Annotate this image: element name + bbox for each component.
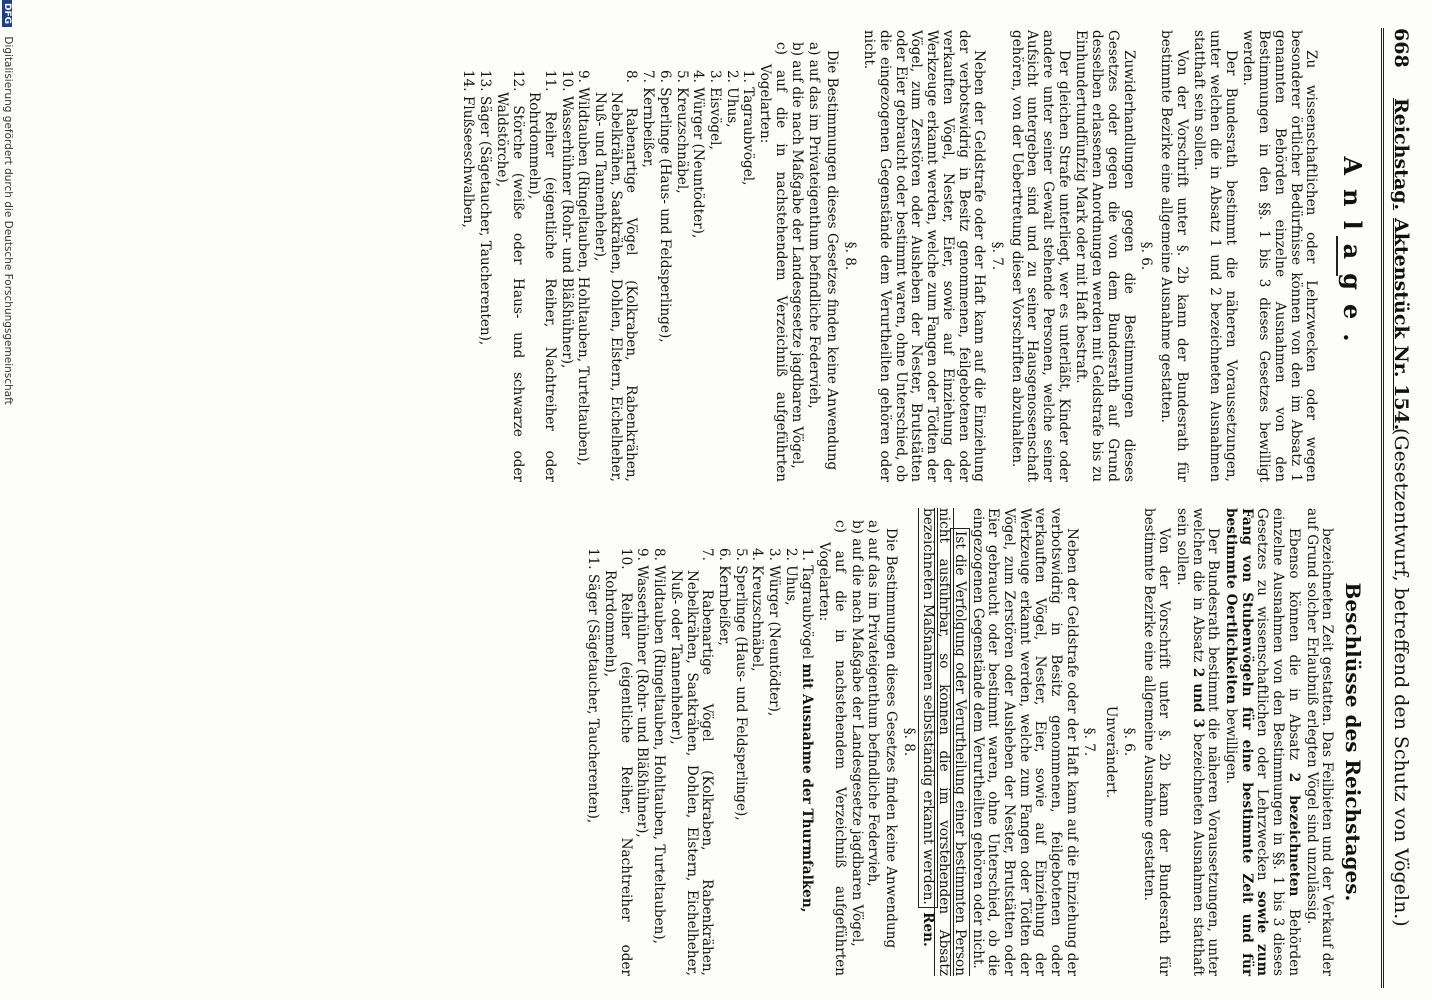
paragraph: Von der Vorschrift unter §. 2b kann der Bundesrath für bestimmte Bezirke eine allgemeine Ausnahme gestatten.	[1157, 30, 1190, 482]
list-item	[799, 536, 815, 976]
dfg-logo: DFG	[2, 0, 12, 27]
list-item: c) auf die in nachstehendem Verzeichniß aufgeführten Vogelarten:	[757, 42, 789, 482]
list-item: 1. Tagraubvögel,	[740, 70, 757, 186]
text-run: Der Bundesrath bestimmt die näheren Voraussetzungen, unter welchen die in Absatz	[1189, 508, 1222, 976]
section-number: §. 7.	[1081, 727, 1098, 757]
paragraph: Von der Vorschrift unter §. 2b kann der Bundesrath für bestimmte Bezirke eine allgemeine Ausnahme gestatten.	[1140, 508, 1173, 976]
list-item: 3. Eisvögel,	[706, 70, 723, 150]
list-item: 6. Kernbeißer,	[715, 548, 732, 646]
list-item: 13. Säger (Sägetaucher, Taucherenten),	[477, 70, 494, 346]
text-run: Ebenso können die in Absatz	[1285, 528, 1302, 761]
paragraph	[1222, 508, 1301, 976]
unchanged-note: Unverändert.	[1103, 705, 1120, 799]
paragraph: Zu wissenschaftlichen oder Lehrzwecken oder wegen besonderer örtlicher Bedürfnisse können von den im Absatz 1 genannten Behörden einzelne Ausnahmen von den Bestimmungen in den §§. 1 bis 3 dieses Gesetzes bewilligt werden.	[1240, 30, 1320, 482]
paragraph: Neben der Geldstrafe oder der Haft kann auf die Einziehung der verbotswidrig in Besitz genommenen, feilgebotenen oder verkauften Vögel, Nester, Eier, sowie auf Einziehung der Werkzeuge erkannt werden, welche zum Fangen oder Tödten der Vögel, zum Zerstören oder Ausheben der Nester, Brutstätten oder Eier gebraucht oder bestimmt waren, ohne Unterschied, ob die eingezogenen Gegenstände dem Verurtheilten gehören oder nicht.	[861, 30, 988, 482]
list-item: 5. Sperlinge (Haus- und Feldsperlinge),	[732, 548, 749, 821]
section-number: §. 7.	[988, 241, 1005, 271]
header-aktenstueck: Aktenstück Nr. 154.	[1390, 218, 1412, 431]
list-item: b) auf die nach Maßgabe der Landesgesetze jagdbaren Vögel,	[848, 520, 865, 947]
paragraph: Der Bundesrath bestimmt die näheren Voraussetzungen, unter welchen die in Absatz 1 und 2 bezeichneten Ausnahmen statthaft sein sollen.	[1191, 30, 1239, 482]
list-item: 10. Reiher (eigentliche Reiher, Nachtreiher oder Rohrdommeln),	[602, 548, 634, 976]
paragraph: Die Bestimmungen dieses Gesetzes finden keine Anwendung	[883, 528, 900, 949]
list-item: 5. Kreuzschnäbel,	[673, 70, 690, 194]
list-item: c) auf die in nachstehendem Verzeichniß aufgeführten Vogelarten:	[816, 520, 848, 976]
section-number: §. 6.	[1138, 241, 1155, 271]
amended-text: 2 bezeichneten	[1285, 772, 1302, 897]
paragraph: Zuwiderhandlungen gegen die Bestimmungen dieses Gesetzes oder gegen die von dem Bundesrath auf Grund desselben erlassenen Anordnungen werden mit Geldstrafe bis zu Einhundertundfünfzig Mark oder mit Haft bestraft.	[1073, 30, 1137, 482]
paragraph	[1173, 508, 1220, 976]
exemption-list	[816, 508, 881, 976]
list-item: 12. Störche (weiße oder Haus- und schwarze oder Waldstörche),	[493, 70, 526, 482]
page-header	[1381, 28, 1412, 988]
beschluesse-heading: Beschlüsse des Reichstages.	[1341, 582, 1365, 902]
list-item: 11. Säger (Sägetaucher, Taucherenten),	[585, 548, 602, 824]
paragraph: bezeichneten Zeit gestatten. Das Feilbieten und der Verkauf der auf Grund solcher Erlaubniß erlegten Vögel sind unzulässig.	[1303, 508, 1336, 976]
text-run: bewilligen.	[1223, 708, 1240, 785]
section-number: §. 8.	[900, 727, 917, 757]
amended-text: sowie zum Fang von Stubenvögeln für eine bestimmte Zeit und für bestimmte Oertlichkeiten	[1223, 508, 1271, 976]
list-item: 7. Rabenartige Vögel (Kolkraben, Rabenkrähen, Nebelkrähen, Saatkrähen, Dohlen, Elstern, Eichelheher, Nuß- oder Tannenheher),	[667, 548, 716, 976]
text-run: bezeichneten Ausnahmen statthaft sein sollen.	[1173, 508, 1206, 976]
digitization-footer	[0, 0, 14, 1000]
list-item: 2. Uhus,	[782, 548, 799, 606]
text-run: Behörden einzelne Ausnahmen von den Bestimmungen in §§. 1 bis 3 dieses Gesetzes zu wissenschaftlichen oder Lehrzwecken	[1254, 508, 1302, 977]
paragraph: Die Bestimmungen dieses Gesetzes finden keine Anwendung	[823, 50, 840, 471]
list-item: 10. Wasserhühner (Rohr- und Bläßhühner),	[558, 70, 575, 369]
section-number: §. 8.	[841, 241, 858, 271]
anlage-heading: Anlage.	[1338, 156, 1367, 356]
footer-text: Digitalisierung gefördert durch die Deutsche Forschungsgemeinschaft	[2, 36, 14, 405]
section-number: §. 6.	[1120, 727, 1137, 757]
list-item: 11. Reiher (eigentliche Reiher, Nachtreiher oder Rohrdommeln),	[526, 70, 558, 482]
margin-mark: Ren.	[920, 912, 937, 947]
exemption-list	[756, 30, 821, 482]
paragraph	[920, 508, 967, 976]
amended-text: 2 und 3	[1189, 667, 1206, 728]
list-item: 9. Wildtauben (Ringeltauben, Hohltauben, Turteltauben),	[575, 70, 592, 466]
amended-text: mit Ausnahme der Thurmfalken,	[799, 663, 816, 913]
list-item: 8. Rabenartige Vögel (Kolkraben, Rabenkrähen, Nebelkrähen, Saatkrähen, Dohlen, Elstern, Eichelheher, Nuß- und Tannenheher),	[592, 70, 640, 482]
header-subject: (Gesetzentwurf, betreffend den Schutz von Vögeln.)	[1390, 428, 1412, 927]
list-item: b) auf die nach Maßgabe der Landesgesetze jagdbaren Vögel,	[789, 42, 806, 469]
list-item: 8. Wildtauben (Ringeltauben, Hohltauben, Turteltauben),	[651, 548, 668, 944]
list-item: 6. Sperlinge (Haus- und Feldsperlinge),	[656, 70, 673, 343]
list-item: 14. Flußseeschwalben,	[460, 70, 477, 228]
header-reichstag: Reichstag.	[1390, 98, 1412, 211]
column-anlage	[459, 30, 1374, 482]
list-item: a) auf das im Privateigenthum befindliche Federvieh,	[865, 520, 882, 887]
list-item: 2. Uhus,	[723, 70, 740, 128]
list-item: 3. Würger (Neuntödter),	[766, 548, 783, 717]
bird-list	[585, 508, 815, 976]
paragraph: Neben der Geldstrafe oder der Haft kann auf die Einziehung der verbotswidrig in Besitz genommenen, feilgebotenen oder verkauften Vögel, Nester, Eier, sowie auf Einziehung der Werkzeuge erkannt werden, welche zum Fangen oder Tödten der Vögel, zum Zerstören oder Ausheben der Nester, Brutstätten oder Eier gebraucht oder bestimmt waren, ohne Unterschied, ob die eingezogenen Gegenstände dem Verurtheilten gehören oder nicht.	[969, 508, 1080, 976]
amended-text: Ist die Verfolgung oder Verurtheilung einer bestimmten Person nicht ausführbar, so können die im vorstehenden Absatz bezeichneten Maßnahmen selbstständig erkannt werden.	[920, 508, 968, 976]
bird-list	[460, 30, 756, 482]
list-item: 4. Würger (Neuntödter),	[690, 70, 707, 239]
column-beschluesse	[584, 508, 1374, 976]
list-item: 9. Wasserhühner (Rohr- und Bläßhühner),	[634, 548, 651, 838]
list-item: 7. Kernbeißer,	[640, 70, 657, 168]
list-item: 4. Kreuzschnäbel,	[749, 548, 766, 672]
list-item: a) auf das im Privateigenthum befindliche Federvieh,	[806, 42, 823, 409]
text-run: 1. Tagraubvögel	[799, 548, 816, 660]
page-number: 668	[1390, 28, 1412, 68]
paragraph: Der gleichen Strafe unterliegt, wer es unterläßt, Kinder oder andere unter seiner Gewalt stehende Personen, welche seiner Aufsicht untergeben sind und zu seiner Hausgenossenschaft gehören, von der Uebertretung dieser Vorschriften abzuhalten.	[1008, 30, 1072, 482]
